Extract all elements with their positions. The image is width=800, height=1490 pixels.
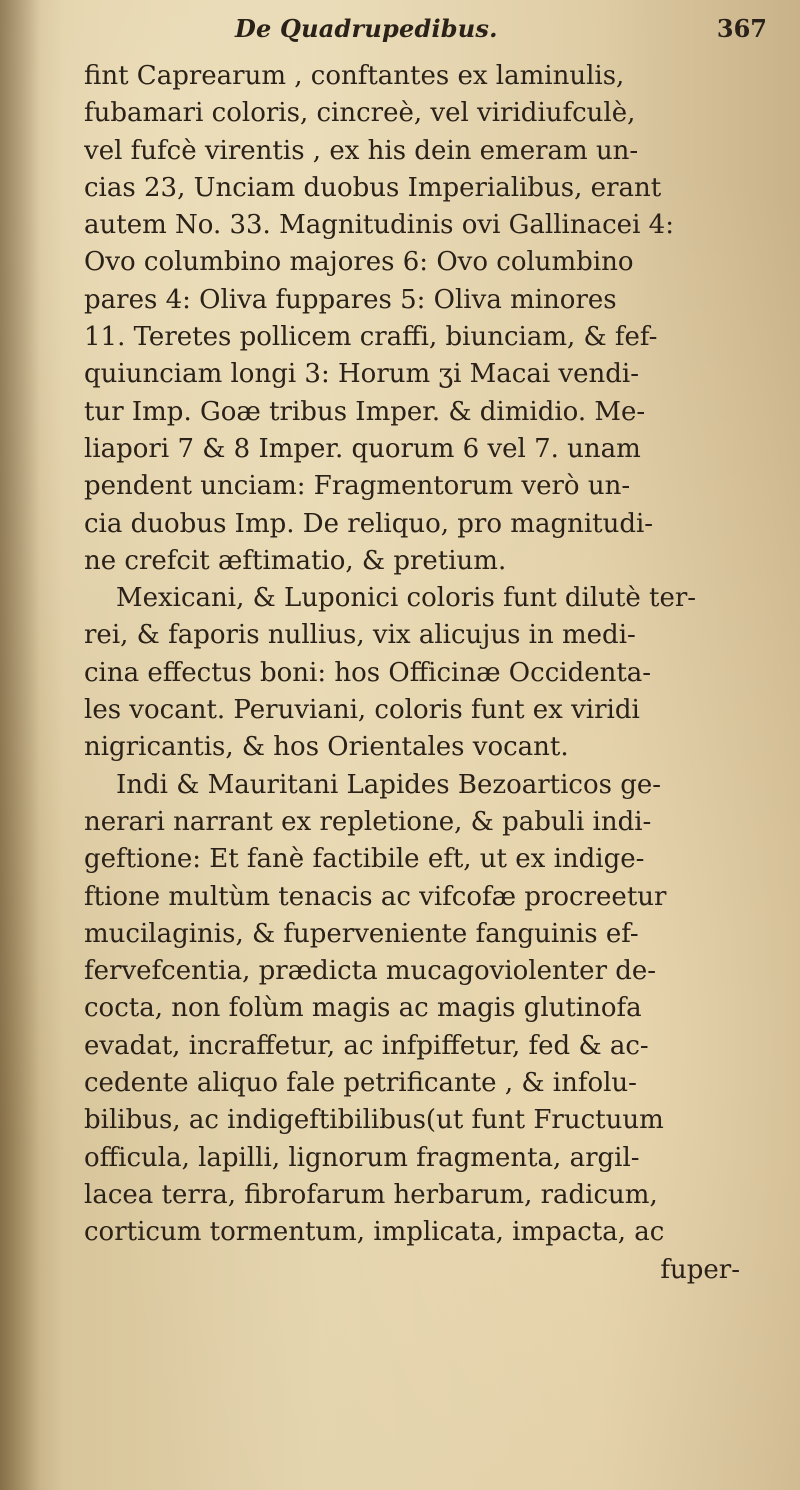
paragraph-start-line: Indi & Mauritani Lapides Bezoarticos ge- — [116, 769, 662, 800]
text-line: cocta, non folùm magis ac magis glutinofa — [84, 993, 642, 1024]
running-head — [235, 14, 783, 50]
text-line: les vocant. Peruviani, coloris funt ex viridi — [84, 695, 640, 726]
text-line: Ovo columbino majores 6: Ovo columbino — [84, 247, 634, 278]
text-line: fervefcentia, prædicta mucagoviolenter de- — [84, 956, 657, 987]
page-edge-shadow — [0, 0, 40, 1490]
text-line: bilibus, ac indigeftibilibus(ut funt Fructuum — [84, 1105, 664, 1136]
text-line: cedente aliquo fale petrificante , & infolu- — [84, 1068, 637, 1099]
catchword: fuper- — [660, 1254, 740, 1285]
text-line: lacea terra, fibrofarum herbarum, radicum, — [84, 1179, 658, 1210]
text-line: fubamari coloris, cincreè, vel viridiufculè, — [84, 98, 636, 129]
page-number: 367 — [716, 14, 767, 43]
text-line: corticum tormentum, implicata, impacta, ac — [84, 1217, 665, 1248]
text-line: officula, lapilli, lignorum fragmenta, argil- — [84, 1142, 640, 1173]
text-line: nigricantis, & hos Orientales vocant. — [84, 732, 569, 763]
text-line: evadat, incraffetur, ac infpiffetur, fed & ac- — [84, 1030, 649, 1061]
text-line: nerari narrant ex repletione, & pabuli indi- — [84, 806, 652, 837]
text-line: vel fufcè virentis , ex his dein emeram un- — [84, 135, 639, 166]
text-line: autem No. 33. Magnitudinis ovi Gallinacei 4: — [84, 210, 674, 241]
text-line: quiunciam longi 3: Horum ʒi Macai vendi- — [84, 359, 640, 390]
text-line: ftione multùm tenacis ac vifcofæ procreetur — [84, 881, 667, 912]
text-line: mucilaginis, & fuperveniente fanguinis ef- — [84, 918, 639, 949]
text-line: rei, & faporis nullius, vix alicujus in medi- — [84, 620, 636, 651]
paragraph-start-line: Mexicani, & Luponici coloris funt dilutè ter- — [116, 583, 697, 614]
text-line: tur Imp. Goæ tribus Imper. & dimidio. Me- — [84, 396, 646, 427]
text-line: cina effectus boni: hos Officinæ Occidenta- — [84, 657, 652, 688]
text-line: ne crefcit æftimatio, & pretium. — [84, 545, 507, 576]
text-line: liapori 7 & 8 Imper. quorum 6 vel 7. unam — [84, 433, 641, 464]
text-line: geftione: Et fanè factibile eft, ut ex indige- — [84, 844, 645, 875]
body-text — [84, 58, 784, 1289]
text-line: 11. Teretes pollicem craffi, biunciam, & fef- — [84, 322, 658, 353]
text-line: fint Caprearum , conftantes ex laminulis, — [84, 61, 625, 91]
running-title: De Quadrupedibus. — [235, 14, 498, 43]
text-line: cia duobus Imp. De reliquo, pro magnitudi- — [84, 508, 654, 539]
text-line: pares 4: Oliva fuppares 5: Oliva minores — [84, 284, 617, 315]
text-line: cias 23, Unciam duobus Imperialibus, erant — [84, 172, 662, 203]
text-line: pendent unciam: Fragmentorum verò un- — [84, 471, 631, 502]
